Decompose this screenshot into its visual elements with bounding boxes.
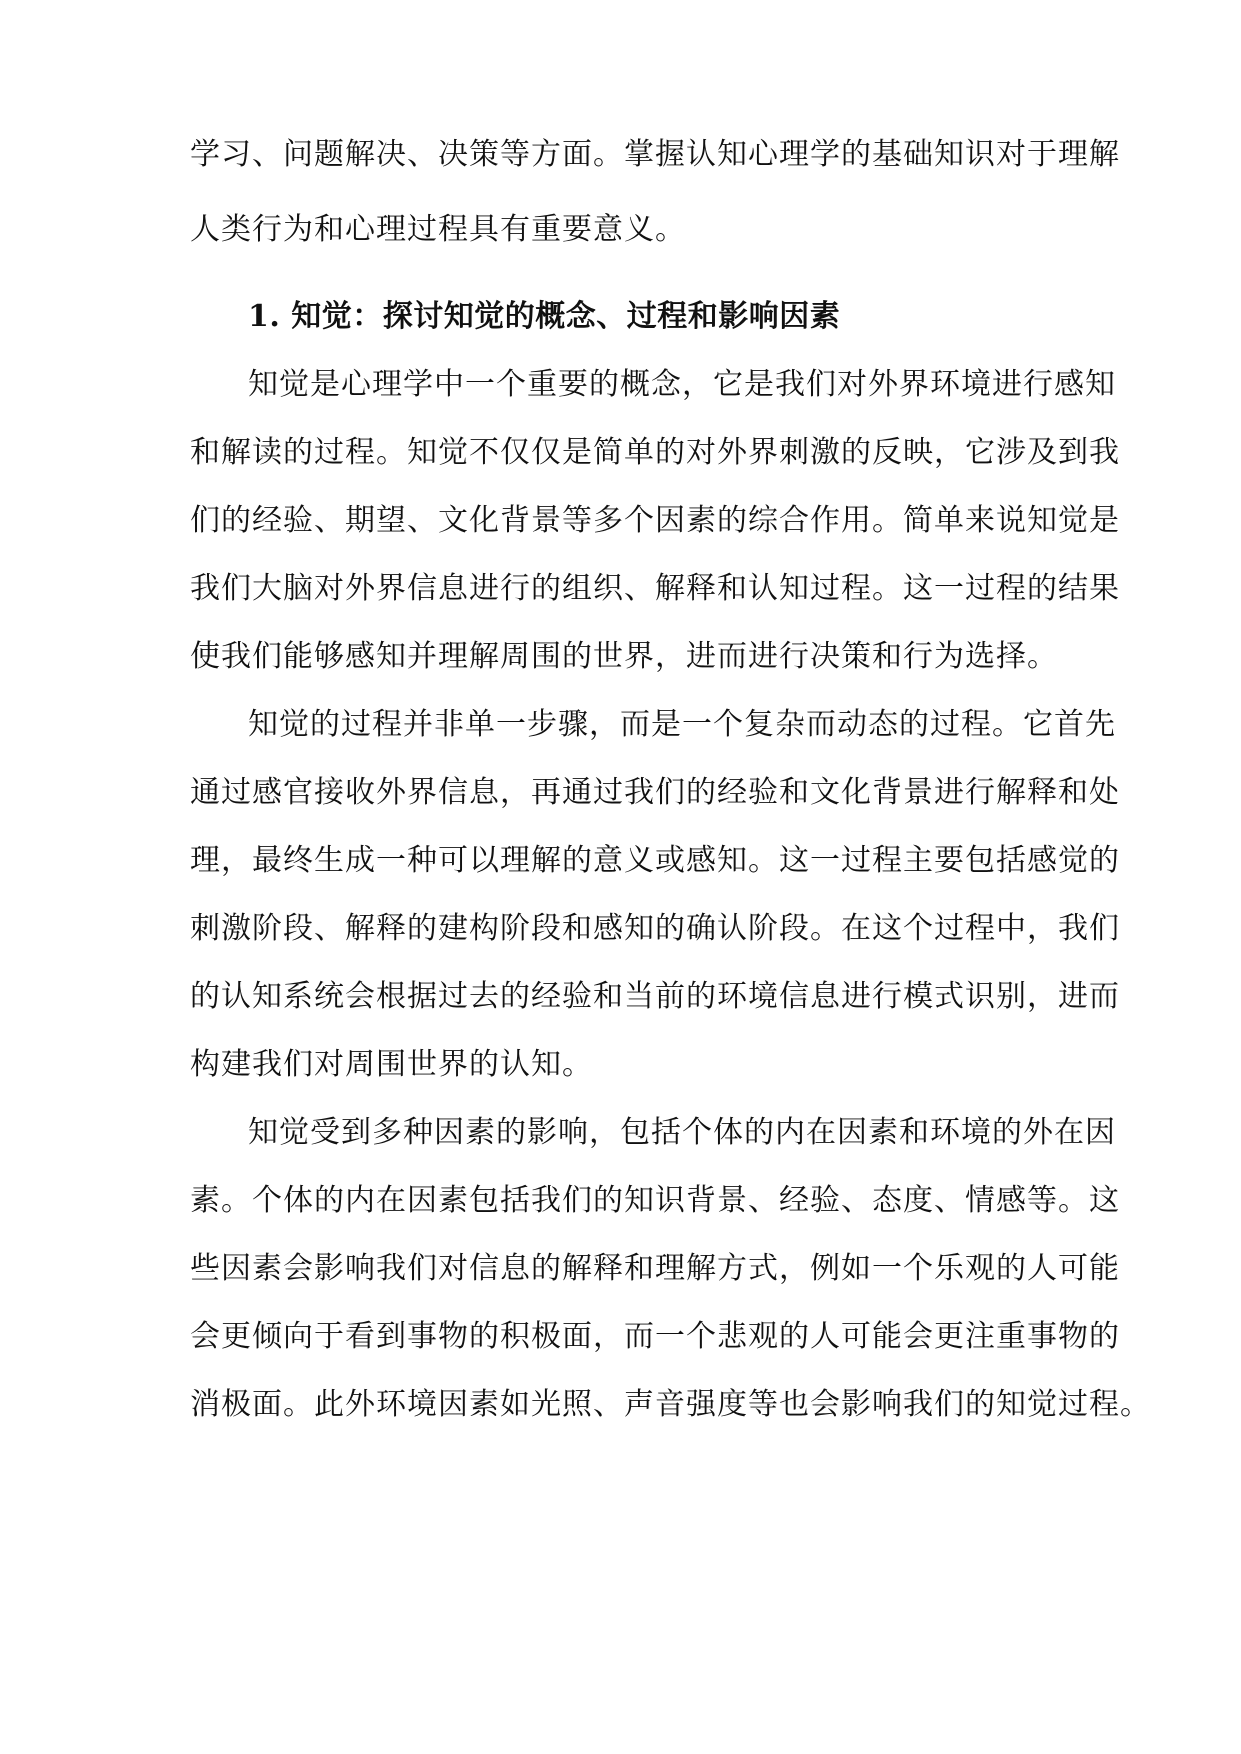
- paragraph-line: 知觉是心理学中一个重要的概念，它是我们对外界环境进行感知: [248, 367, 1116, 402]
- paragraph-line: 些因素会影响我们对信息的解释和理解方式，例如一个乐观的人可能: [190, 1251, 1120, 1286]
- paragraph-line: 的认知系统会根据过去的经验和当前的环境信息进行模式识别，进而: [190, 979, 1120, 1014]
- paragraph-line: 构建我们对周围世界的认知。: [190, 1047, 593, 1082]
- paragraph-line: 和解读的过程。知觉不仅仅是简单的对外界刺激的反映，它涉及到我: [190, 435, 1120, 470]
- paragraph-line: 们的经验、期望、文化背景等多个因素的综合作用。简单来说知觉是: [190, 503, 1120, 538]
- paragraph-line: 刺激阶段、解释的建构阶段和感知的确认阶段。在这个过程中，我们: [190, 911, 1120, 946]
- section-heading: 1. 知觉：探讨知觉的概念、过程和影响因素: [248, 299, 841, 334]
- paragraph-line: 使我们能够感知并理解周围的世界，进而进行决策和行为选择。: [190, 639, 1058, 674]
- paragraph-line: 知觉的过程并非单一步骤，而是一个复杂而动态的过程。它首先: [248, 707, 1116, 742]
- paragraph-line: 会更倾向于看到事物的积极面，而一个悲观的人可能会更注重事物的: [190, 1319, 1120, 1354]
- paragraph-line: 知觉受到多种因素的影响，包括个体的内在因素和环境的外在因: [248, 1115, 1116, 1150]
- paragraph-line: 通过感官接收外界信息，再通过我们的经验和文化背景进行解释和处: [190, 775, 1120, 810]
- paragraph-line: 学习、问题解决、决策等方面。掌握认知心理学的基础知识对于理解: [190, 137, 1120, 172]
- paragraph-line: 素。个体的内在因素包括我们的知识背景、经验、态度、情感等。这: [190, 1183, 1120, 1218]
- paragraph-line: 人类行为和心理过程具有重要意义。: [190, 212, 686, 247]
- paragraph-line: 理，最终生成一种可以理解的意义或感知。这一过程主要包括感觉的: [190, 843, 1120, 878]
- paragraph-line: 消极面。此外环境因素如光照、声音强度等也会影响我们的知觉过程。: [190, 1387, 1151, 1422]
- paragraph-line: 我们大脑对外界信息进行的组织、解释和认知过程。这一过程的结果: [190, 571, 1120, 606]
